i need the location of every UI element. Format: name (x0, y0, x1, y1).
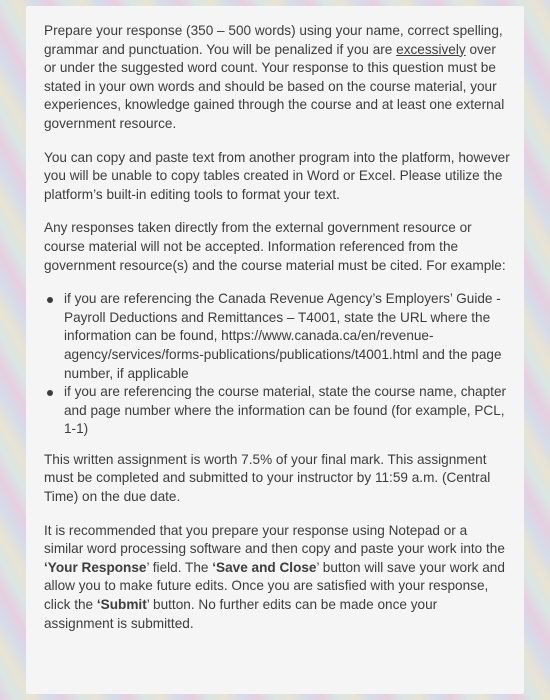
paragraph-citation: Any responses taken directly from the external government resource or course material will not be accepted. Information referenced from the government resource(s) and the course material must be cited. For example: (44, 220, 506, 273)
list-item (64, 383, 510, 439)
paragraph-text: ’ button will save your work and allow you to make future edits. Once you are satisfied with your response, click the (44, 559, 505, 613)
paragraph-copy-paste: You can copy and paste text from another program into the platform, however you will be unable to copy tables created in Word or Excel. Please utilize the platform’s built-in editing tools to format your text. (44, 149, 510, 202)
paragraph-submission (44, 522, 510, 634)
paragraph-text: Prepare your response (350 – 500 words) using your name, correct spelling, grammar and punctuation. You will be penalized if you are (44, 23, 503, 57)
save-and-close-label: ‘Save and Close (212, 559, 317, 575)
list-item-text: if you are referencing the Canada Revenue Agency’s Employers’ Guide - Payroll Deductions and Remittances – T4001, state the URL where the information can be found, https://www.canada.ca/en/revenue-agency/services/forms-publications/publications/t4001.html and the page number, if applicable (64, 291, 502, 381)
your-response-label: ‘Your Response (44, 559, 147, 575)
bullet-icon (47, 297, 53, 303)
paragraph-grading: This written assignment is worth 7.5% of your final mark. This assignment must be completed and submitted to your instructor by 11:59 a.m. (Central Time) on the due date. (44, 451, 491, 505)
submit-label: ‘Submit (96, 597, 147, 613)
bullet-icon (47, 390, 53, 396)
paragraph-word-count (44, 22, 510, 134)
list-item-text: if you are referencing the course material, state the course name, chapter and page number where the information can be found (for example, PCL, 1-1) (64, 384, 507, 437)
paragraph-text: ’ button. No further edits can be made once your assignment is submitted. (44, 597, 438, 631)
paragraph-text: ’ field. The (146, 559, 213, 575)
list-item (64, 290, 510, 383)
paragraph-text: over or under the suggested word count. Your response to this question must be stated in your own words and should be based on the course material, your experiences, knowledge gained through the course and at least one external government resource. (44, 41, 505, 131)
underlined-word: excessively (396, 41, 466, 57)
instructions-panel (26, 6, 524, 694)
citation-examples-list (44, 290, 510, 439)
paragraph-text: It is recommended that you prepare your response using Notepad or a similar word processing software and then copy and paste your work into the (44, 522, 505, 557)
